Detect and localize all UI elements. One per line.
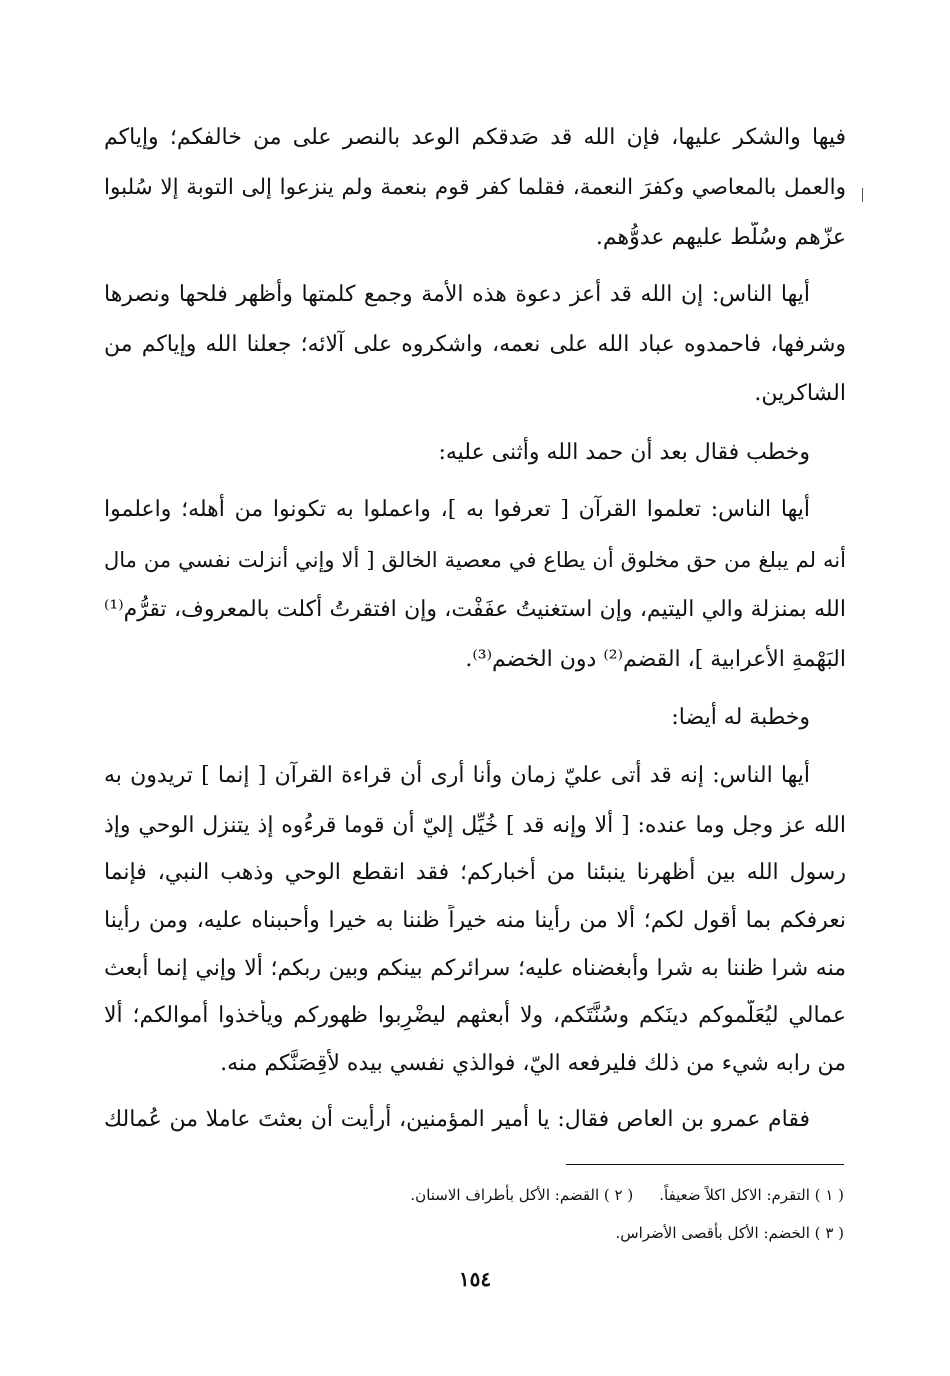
- text-line: الله بمنزلة والي اليتيم، وإن استغنيتُ عفَفْت، وإن افتقرتُ أكلت بالمعروف، تقرُّم⁽¹⁾: [104, 597, 846, 622]
- text-line: عزّهم وسُلّط عليهم عدوُّهم.: [595, 225, 846, 250]
- text-line: البَهْمةِ الأعرابية ]، القضم⁽²⁾ دون الخضم⁽³⁾.: [465, 647, 846, 672]
- margin-mark: [862, 188, 863, 202]
- section-heading: وخطب فقال بعد أن حمد الله وأثنى عليه:: [438, 440, 810, 465]
- section-heading: وخطبة له أيضا:: [671, 705, 810, 730]
- text-line: رسول الله بين أظهرنا ينبئنا من أخباركم؛ فقد انقطع الوحي وذهب النبي، فإنما: [104, 860, 846, 885]
- footnote-line: [616, 1222, 844, 1244]
- footnote-2: ( ٢ ) القضم: الأكل بأطراف الاسنان.: [410, 1186, 634, 1204]
- text-line: الشاكرين.: [754, 381, 846, 406]
- text-line: والعمل بالمعاصي وكفرَ النعمة، فقلما كفر قوم بنعمة ولم ينزعوا إلى التوبة إلا سُلبوا: [104, 175, 846, 200]
- text-line: فيها والشكر عليها، فإن الله قد صَدقكم الوعد بالنصر على من خالفكم؛ وإياكم: [104, 125, 846, 150]
- text-line: فقام عمرو بن العاص فقال: يا أمير المؤمنين، أرأيت أن بعثتَ عاملا من عُمالك: [104, 1107, 810, 1132]
- footnote-3: ( ٣ ) الخضم: الأكل بأقصى الأضراس.: [615, 1224, 844, 1242]
- text-line: منه شرا ظننا به شرا وأبغضناه عليه؛ سرائركم بينكم وبين ربكم؛ ألا وإني إنما أبعث: [104, 956, 846, 981]
- text-line: من رابه شيء من ذلك فليرفعه اليّ، فوالذي نفسي بيده لأقِصَنَّكم منه.: [220, 1051, 846, 1076]
- page-number: ١٥٤: [458, 1267, 492, 1291]
- footnote-1: ( ١ ) التقرم: الاكل اكلاً ضعيفاً.: [659, 1186, 844, 1204]
- text-line: أيها الناس: إنه قد أتى عليّ زمان وأنا أرى أن قراءة القرآن [ إنما ] تريدون به: [104, 763, 810, 788]
- footnote-line: [410, 1184, 844, 1206]
- text-line: نعرفكم بما أقول لكم؛ ألا من رأينا منه خيراً ظننا به خيرا وأحببناه عليه، ومن رأينا: [104, 908, 846, 933]
- text-line: أنه لم يبلغ من حق مخلوق أن يطاع في معصية الخالق [ ألا وإني أنزلت نفسي من مال: [104, 548, 846, 572]
- text-line: أيها الناس: تعلموا القرآن [ تعرفوا به ]، واعملوا به تكونوا من أهله؛ واعلموا: [104, 497, 810, 522]
- text-line: الله عز وجل وما عنده: [ ألا وإنه قد ] خُيِّل إليّ أن قوما قرءُوه إذ يتنزل الوحي وإذ: [104, 813, 846, 838]
- footnote-rule: [566, 1164, 844, 1165]
- text-line: وشرفها، فاحمدوه عباد الله على نعمه، واشكروه على آلائه؛ جعلنا الله وإياكم من: [104, 332, 846, 357]
- text-line: عمالي ليُعَلّموكم دينَكم وسُنَّتَكم، ولا أبعثهم ليضْرِبوا ظهوركم ويأخذوا أموالكم؛ ألا: [104, 1003, 846, 1028]
- text-line: أيها الناس: إن الله قد أعز دعوة هذه الأمة وجمع كلمتها وأظهر فلحها ونصرها: [104, 282, 810, 307]
